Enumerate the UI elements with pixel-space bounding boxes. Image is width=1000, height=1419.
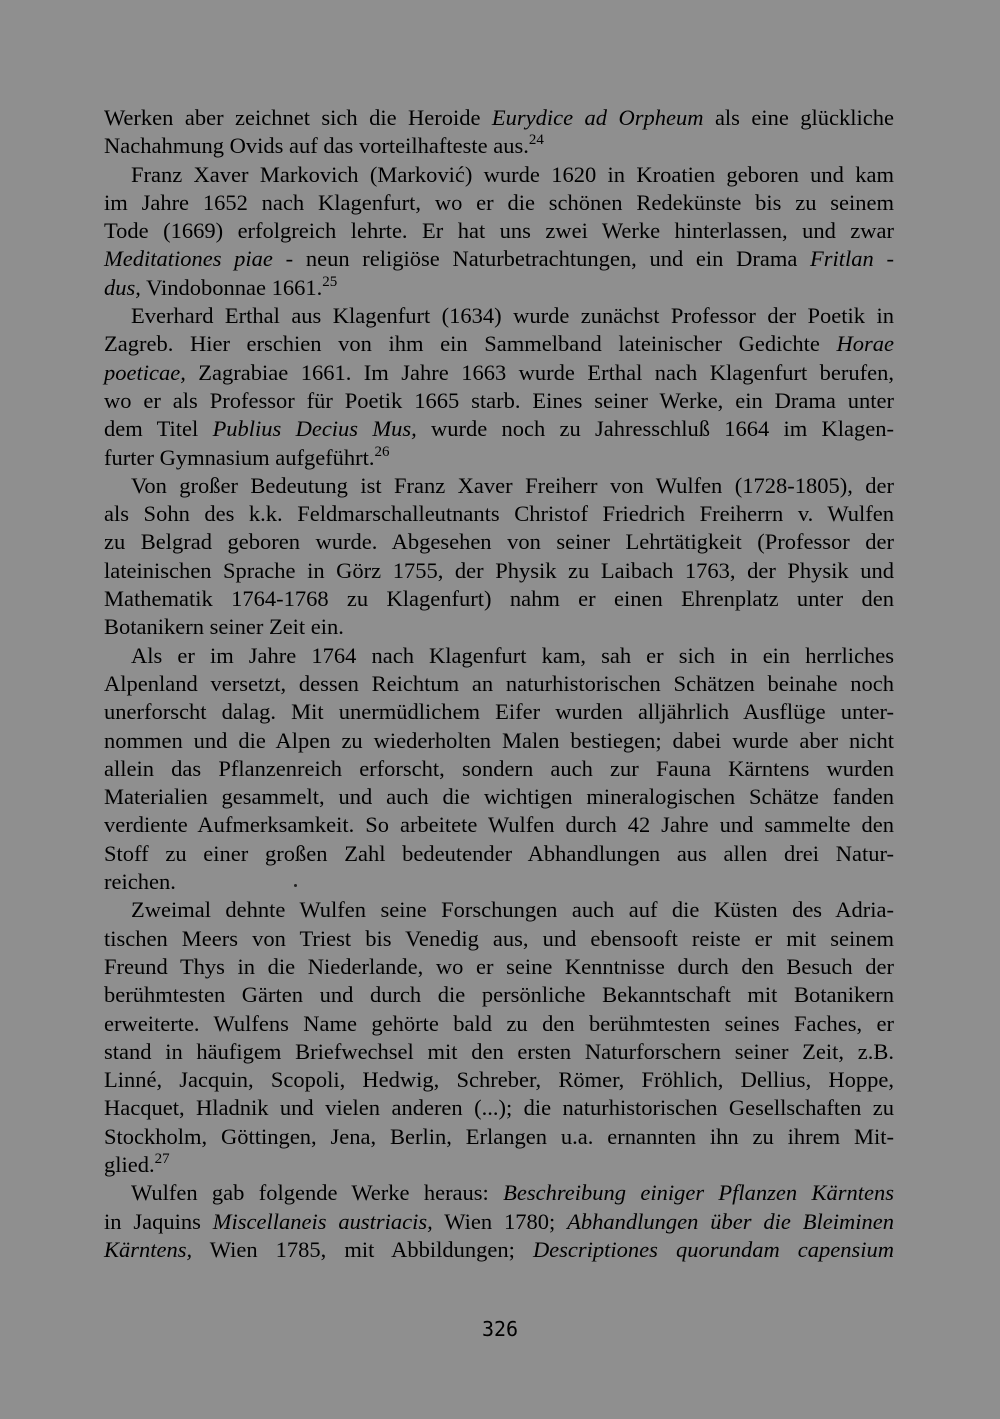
- text-line: [104, 783, 894, 811]
- text-line: [104, 698, 894, 726]
- text-line: [104, 1066, 894, 1094]
- italic-title: Publius Decius Mus,: [212, 416, 417, 442]
- text-run: - neun religiöse Naturbetrachtungen, und ein Drama: [272, 246, 811, 272]
- text-run: wurde noch zu Jahresschluß 1664 im Klagen-: [416, 416, 894, 442]
- text-run: unerforscht dalag. Mit unermüdlichem Eifer wurden alljährlich Ausflüge unter-: [104, 699, 894, 725]
- italic-title: dus,: [104, 274, 141, 300]
- text-run: dem Titel: [104, 416, 213, 442]
- text-line: [104, 528, 894, 556]
- text-run: Zweimal dehnte Wulfen seine Forschungen auch auf die Küsten des Adria-: [131, 897, 894, 923]
- text-run: wo er als Professor für Poetik 1665 starb. Eines seiner Werke, ein Drama unter: [104, 387, 894, 413]
- page-body: [104, 104, 894, 1264]
- text-run: Hacquet, Hladnik und vielen anderen (...); die naturhistorischen Gesellschaften zu: [104, 1095, 894, 1121]
- text-line: [104, 1038, 894, 1066]
- text-line: [104, 302, 894, 330]
- text-run: Alpenland versetzt, dessen Reichtum an naturhistorischen Schätzen beinahe noch: [104, 670, 894, 696]
- text-run: Zagreb. Hier erschien von ihm ein Sammelband lateinischer Gedichte: [104, 331, 837, 357]
- text-run: Materialien gesammelt, und auch die wichtigen mineralogischen Schätze fanden: [104, 784, 894, 810]
- text-line: [104, 415, 894, 443]
- text-line: [104, 755, 894, 783]
- text-line: [104, 330, 894, 358]
- text-run: im Jahre 1652 nach Klagenfurt, wo er die schönen Redekünste bis zu seinem: [104, 189, 894, 215]
- text-run: Wien 1780;: [432, 1208, 568, 1234]
- italic-title: Fritlan -: [810, 246, 894, 272]
- text-line: [104, 585, 894, 613]
- text-run: Mathematik 1764-1768 zu Klagenfurt) nahm er einen Ehrenplatz unter den: [104, 586, 894, 612]
- text-run: Von großer Bedeutung ist Franz Xaver Freiherr von Wulfen (1728-1805), der: [131, 472, 894, 498]
- text-line: [104, 387, 894, 415]
- text-run: als eine glückliche: [703, 105, 895, 130]
- italic-title: Beschreibung einiger Pflanzen Kärntens: [503, 1180, 894, 1206]
- text-run: zu Belgrad geboren wurde. Abgesehen von seiner Lehrtätigkeit (Professor der: [104, 529, 894, 555]
- text-line: [104, 981, 894, 1009]
- text-run: glied.: [104, 1151, 155, 1177]
- text-run: tischen Meers von Triest bis Venedig aus, und ebensooft reiste er mit seinem: [104, 925, 894, 951]
- text-run: in Jaquins: [104, 1208, 213, 1234]
- text-run: berühmtesten Gärten und durch die persönliche Bekanntschaft mit Botanikern: [104, 982, 894, 1008]
- text-line: [104, 245, 894, 273]
- text-line: [104, 670, 894, 698]
- text-line: [104, 1151, 894, 1179]
- text-run: lateinischen Sprache in Görz 1755, der Physik zu Laibach 1763, der Physik und: [104, 557, 894, 583]
- text-line: [104, 472, 894, 500]
- footnote-ref: 26: [374, 443, 390, 460]
- page-number: 326: [481, 1317, 519, 1341]
- text-line: [104, 557, 894, 585]
- text-line: [104, 274, 894, 302]
- text-line: [104, 359, 894, 387]
- text-line: [104, 500, 894, 528]
- footnote-ref: 27: [154, 1150, 170, 1167]
- text-run: Vindobonnae 1661.: [140, 274, 323, 300]
- text-run: als Sohn des k.k. Feldmarschalleutnants Christof Friedrich Freiherrn v. Wulfen: [104, 501, 894, 527]
- text-line: [104, 868, 894, 896]
- text-run: reichen.: [104, 869, 176, 895]
- footnote-ref: 25: [322, 273, 338, 290]
- text-run: Wulfen gab folgende Werke heraus:: [131, 1180, 504, 1206]
- text-line: [104, 132, 894, 160]
- text-run: allein das Pflanzenreich erforscht, sondern auch zur Fauna Kärntens wurden: [104, 755, 894, 781]
- text-run: stand in häufigem Briefwechsel mit den ersten Naturforschern seiner Zeit, z.B.: [104, 1038, 894, 1064]
- text-line: [104, 217, 894, 245]
- text-line: [104, 1179, 894, 1207]
- text-line: [104, 896, 894, 924]
- text-run: Stockholm, Göttingen, Jena, Berlin, Erlangen u.a. ernannten ihn zu ihrem Mit-: [104, 1123, 894, 1149]
- text-line: [104, 925, 894, 953]
- text-run: erweiterte. Wulfens Name gehörte bald zu den berühmtesten seines Faches, er: [104, 1010, 894, 1036]
- text-run: Tode (1669) erfolgreich lehrte. Er hat uns zwei Werke hinterlassen, und zwar: [104, 218, 894, 244]
- italic-title: Eurydice ad Orpheum: [491, 105, 704, 130]
- text-line: [104, 1208, 894, 1236]
- italic-title: Kärntens,: [104, 1236, 193, 1262]
- text-run: Zagrabiae 1661. Im Jahre 1663 wurde Erthal nach Klagenfurt berufen,: [185, 359, 894, 385]
- italic-title: Miscellaneis austriacis,: [212, 1208, 433, 1234]
- text-line: [104, 444, 894, 472]
- text-line: [104, 161, 894, 189]
- text-run: Everhard Erthal aus Klagenfurt (1634) wurde zunächst Professor der Poetik in: [131, 303, 894, 329]
- footnote-ref: 24: [528, 132, 544, 149]
- text-run: nommen und die Alpen zu wiederholten Malen bestiegen; dabei wurde aber nicht: [104, 727, 894, 753]
- italic-title: poeticae,: [104, 359, 186, 385]
- text-run: verdiente Aufmerksamkeit. So arbeitete Wulfen durch 42 Jahre und sammelte den: [104, 812, 894, 838]
- italic-title: Descriptiones quorundam capensium: [532, 1236, 895, 1262]
- text-run: Botanikern seiner Zeit ein.: [104, 614, 344, 640]
- italic-title: Abhandlungen über die Bleiminen: [567, 1208, 894, 1234]
- text-run: Als er im Jahre 1764 nach Klagenfurt kam, sah er sich in ein herrliches: [131, 642, 894, 668]
- text-run: Werken aber zeichnet sich die Heroide: [104, 105, 492, 130]
- text-run: Nachahmung Ovids auf das vorteilhafteste aus.: [104, 133, 529, 159]
- text-run: Freund Thys in die Niederlande, wo er seine Kenntnisse durch den Besuch der: [104, 953, 894, 979]
- text-line: [104, 840, 894, 868]
- text-line: [104, 1236, 894, 1264]
- text-line: [104, 1094, 894, 1122]
- text-line: [104, 1010, 894, 1038]
- text-run: Stoff zu einer großen Zahl bedeutender Abhandlungen aus allen drei Natur-: [104, 840, 894, 866]
- text-line: [104, 613, 894, 641]
- text-line: [104, 953, 894, 981]
- text-run: Wien 1785, mit Abbildungen;: [192, 1236, 533, 1262]
- text-line: [104, 189, 894, 217]
- text-line: [104, 642, 894, 670]
- text-line: [104, 1123, 894, 1151]
- text-line: [104, 727, 894, 755]
- italic-title: Horae: [836, 331, 894, 357]
- speck-mark: [294, 884, 297, 887]
- italic-title: Meditationes piae: [104, 246, 273, 272]
- text-run: Franz Xaver Markovich (Marković) wurde 1620 in Kroatien geboren und kam: [131, 161, 894, 187]
- text-run: furter Gymnasium aufgeführt.: [104, 444, 375, 470]
- text-run: Linné, Jacquin, Scopoli, Hedwig, Schreber, Römer, Fröhlich, Dellius, Hoppe,: [104, 1067, 894, 1093]
- text-line: [104, 104, 894, 132]
- text-line: [104, 811, 894, 839]
